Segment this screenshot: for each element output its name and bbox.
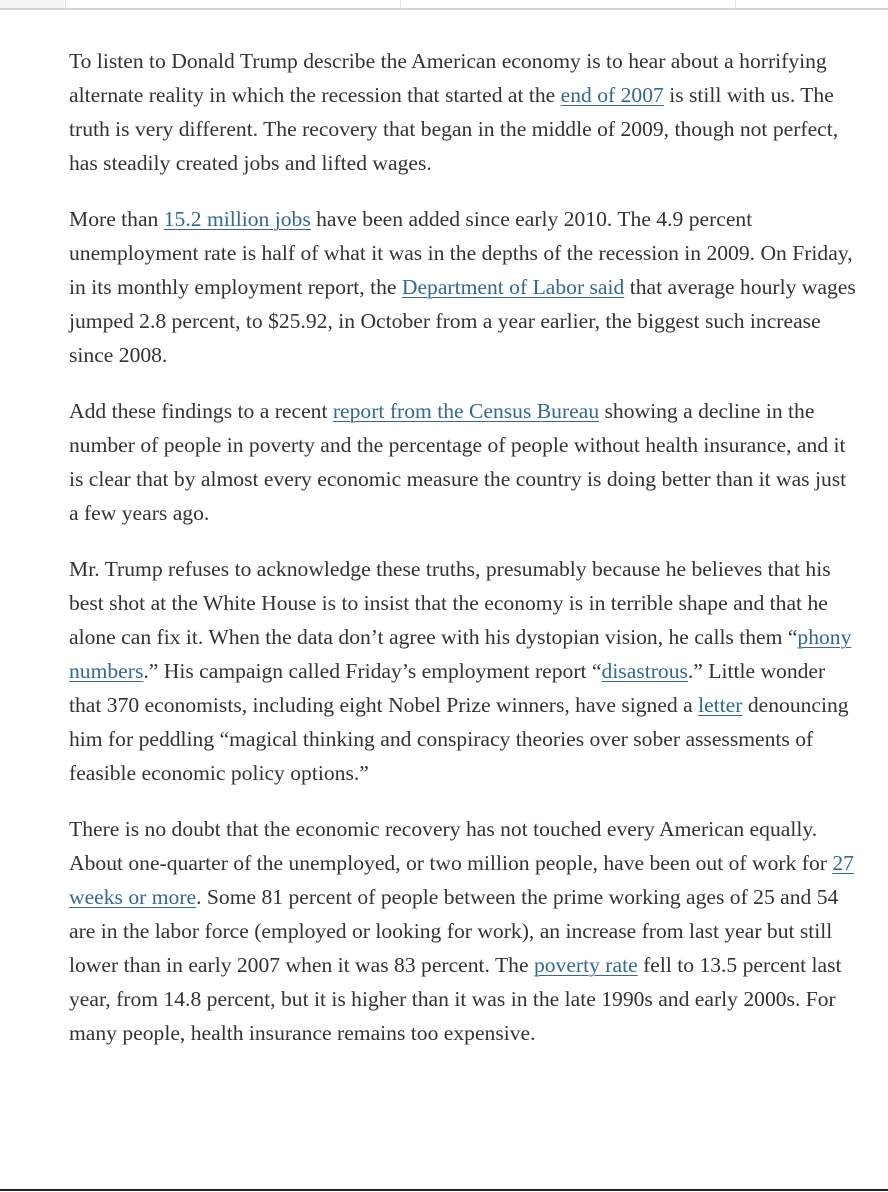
paragraph-text: Add these findings to a recent	[69, 399, 333, 423]
bottom-divider	[0, 1189, 888, 1191]
toolbar-divider	[735, 0, 736, 9]
link-disastrous[interactable]: disastrous	[601, 659, 688, 683]
paragraph-text: showing a decline in the number of people in poverty and the percentage of people without health insurance, and it is clear that by almost every economic measure the country is doing better than it was just a few years ago.	[69, 399, 847, 525]
paragraph-1	[69, 44, 859, 180]
link-end-of-2007[interactable]: end of 2007	[560, 83, 664, 107]
paragraph-3	[69, 394, 859, 530]
link-census-bureau-report[interactable]: report from the Census Bureau	[332, 399, 600, 423]
link-27-weeks-or-more[interactable]: 27 weeks or more	[69, 851, 854, 909]
paragraph-text: .” Little wonder that 370 economists, including eight Nobel Prize winners, have signed a	[69, 659, 826, 717]
paragraph-text: fell to 13.5 percent last year, from 14.8 percent, but it is higher than it was in the late 1990s and early 2000s. For many people, health insurance remains too expensive.	[69, 953, 842, 1045]
paragraph-text: There is no doubt that the economic recovery has not touched every American equally. About one-quarter of the unemployed, or two million people, have been out of work for	[69, 817, 833, 875]
paragraph-text: is still with us. The truth is very different. The recovery that began in the middle of 2009, though not perfect, has steadily created jobs and lifted wages.	[69, 83, 839, 175]
toolbar-tab-stub[interactable]	[0, 0, 64, 8]
toolbar-divider	[400, 0, 401, 9]
link-department-of-labor-said[interactable]: Department of Labor said	[401, 275, 625, 299]
link-poverty-rate[interactable]: poverty rate	[533, 953, 638, 977]
paragraph-text: More than	[69, 207, 164, 231]
top-toolbar-strip	[0, 0, 888, 10]
article-body	[69, 44, 859, 1072]
paragraph-2	[69, 202, 859, 372]
link-phony-numbers[interactable]: phony numbers	[69, 625, 852, 683]
paragraph-text: that average hourly wages jumped 2.8 percent, to $25.92, in October from a year earlier, the biggest such increase since 2008.	[69, 275, 856, 367]
paragraph-5	[69, 812, 859, 1050]
paragraph-text: denouncing him for peddling “magical thinking and conspiracy theories over sober assessments of feasible economic policy options.”	[69, 693, 849, 785]
paragraph-text: .” His campaign called Friday’s employment report “	[143, 659, 602, 683]
link-letter[interactable]: letter	[698, 693, 743, 717]
paragraph-4	[69, 552, 859, 790]
toolbar-divider	[65, 0, 66, 9]
paragraph-text: . Some 81 percent of people between the prime working ages of 25 and 54 are in the labor force (employed or looking for work), an increase from last year but still lower than in early 2007 when it was 83 percent. The	[69, 885, 839, 977]
paragraph-text: Mr. Trump refuses to acknowledge these truths, presumably because he believes that his best shot at the White House is to insist that the economy is in terrible shape and that he alone can fix it. When the data don’t agree with his dystopian vision, he calls them “	[69, 557, 831, 649]
paragraph-text: To listen to Donald Trump describe the American economy is to hear about a horrifying alternate reality in which the recession that started at the	[69, 49, 827, 107]
paragraph-text: have been added since early 2010. The 4.9 percent unemployment rate is half of what it was in the depths of the recession in 2009. On Friday, in its monthly employment report, the	[69, 207, 853, 299]
link-15-2-million-jobs[interactable]: 15.2 million jobs	[163, 207, 311, 231]
